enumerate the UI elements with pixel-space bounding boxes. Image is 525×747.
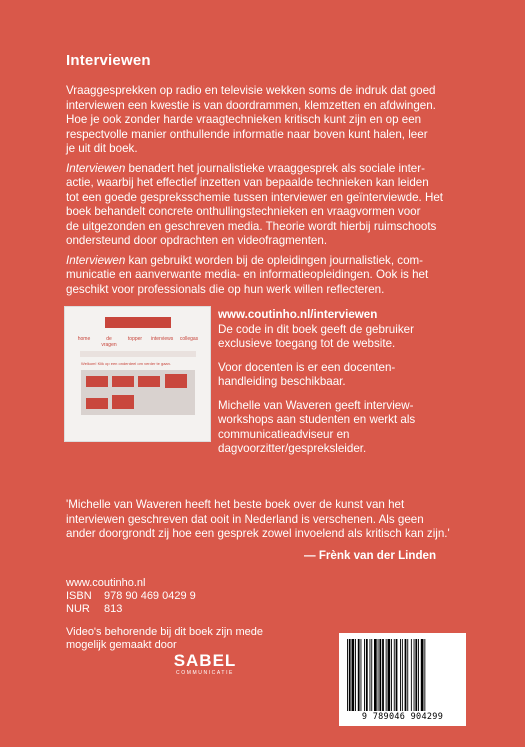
publication-info xyxy=(66,577,196,616)
text-line: Interviewen kan gebruikt worden bij de opleidingen journalistiek, com- xyxy=(66,253,424,267)
sponsor-name: SABEL xyxy=(173,651,237,670)
text-line: municatie en aanverwante media- en informatieopleidingen. Ook is het xyxy=(66,268,429,281)
website-logo xyxy=(105,317,171,328)
nav-item: de vragen xyxy=(101,336,117,348)
isbn-value: 978 90 469 0429 9 xyxy=(104,590,196,602)
barcode-bar xyxy=(421,639,424,711)
barcode-bar xyxy=(414,639,415,711)
nav-item: topper xyxy=(127,336,143,342)
url-text: www.coutinho.nl/interviewen xyxy=(218,308,378,321)
tile xyxy=(86,376,108,387)
barcode-bar xyxy=(371,639,372,711)
nur-label: NUR xyxy=(66,603,90,615)
barcode-bar xyxy=(382,639,384,711)
barcode-bar xyxy=(374,639,377,711)
paragraph-audience xyxy=(66,254,466,298)
text-line: actie, waarbij het effectief inzetten van bepaalde technieken kan leiden xyxy=(66,176,429,189)
nav-item: interviews xyxy=(151,336,174,342)
text-line: Hoe je ook zonder harde vraagtechnieken kritisch kunt zijn en op een xyxy=(66,113,422,126)
barcode-bar xyxy=(424,639,425,711)
barcode-bar xyxy=(364,639,365,711)
nur-value: 813 xyxy=(104,603,123,615)
barcode-bar xyxy=(411,639,412,711)
book-title: Interviewen xyxy=(66,52,151,69)
text-line: respectvolle manier onthullende informatie naar boven kunt halen, leer xyxy=(66,127,428,141)
text-line: Interviewen benadert het journalistieke vraaggesprek als sociale inter- xyxy=(66,161,425,175)
barcode-bar xyxy=(361,639,362,711)
video-credit: Video's behorende bij dit boek zijn mede mogelijk gemaakt door xyxy=(66,626,263,651)
barcode-bar xyxy=(378,639,379,711)
barcode-bar xyxy=(370,639,371,711)
tile xyxy=(112,376,134,387)
website-url xyxy=(218,308,418,323)
website-welcome: Welkom! Klik op een onderdeel om verder te gaan. xyxy=(81,361,171,366)
paragraph-approach xyxy=(66,162,466,249)
isbn-label: ISBN xyxy=(66,590,92,602)
barcode-bar xyxy=(347,639,348,711)
text-line: je uit dit boek. xyxy=(66,142,138,155)
publisher-website: www.coutinho.nl xyxy=(66,577,146,589)
paragraph-intro xyxy=(66,84,466,157)
teacher-manual-info: Voor docenten is er een docenten-handleiding beschikbaar. xyxy=(218,360,396,388)
text-line: boek behandelt concrete onthullingstechnieken en vraagvormen voor xyxy=(66,205,421,218)
barcode-bar xyxy=(391,639,392,711)
website-nav xyxy=(65,336,210,350)
access-code-info: De code in dit boek geeft de gebruiker exclusieve toegang tot de website. xyxy=(218,322,414,350)
website-footer xyxy=(139,423,199,432)
barcode-bars xyxy=(345,639,460,711)
barcode-bar xyxy=(418,639,419,711)
description xyxy=(66,84,466,302)
barcode-bar xyxy=(352,639,355,711)
barcode-bar xyxy=(366,639,368,711)
barcode-bar xyxy=(396,639,398,711)
author-workshops-info: Michelle van Waveren geeft interview-workshops aan studenten en werkt als communicatieadviseur en dagvoorzitter/gespreksleider. xyxy=(218,398,416,455)
tile xyxy=(165,374,187,388)
website-screenshot xyxy=(64,306,211,442)
tile xyxy=(112,395,134,409)
barcode-bar xyxy=(400,639,401,711)
barcode-bar xyxy=(415,639,417,711)
barcode-bar xyxy=(405,639,407,711)
text-line: geschikt voor professionals die op hun werk willen reflecteren. xyxy=(66,282,385,296)
text-line: interviewen een kwestie is van doordrammen, klemzetten en afdwingen. xyxy=(66,98,436,112)
barcode-bar xyxy=(407,639,408,711)
sponsor-logo xyxy=(165,652,245,677)
barcode-bar xyxy=(358,639,360,711)
nav-item: home xyxy=(77,336,91,342)
barcode-bar xyxy=(379,639,381,711)
text-line: de uitgezonden en geschreven media. Theorie wordt hierbij ruimschoots xyxy=(66,219,437,233)
barcode-bar xyxy=(388,639,391,711)
barcode-bar xyxy=(402,639,403,711)
barcode-bar xyxy=(349,639,351,711)
nur-row xyxy=(66,603,196,616)
tile xyxy=(138,376,160,387)
isbn-barcode xyxy=(339,633,466,726)
endorsement-quote: 'Michelle van Waveren heeft het beste boek over de kunst van het interviewen geschreven dat ooit in Nederland is verschenen. Als geen ander doorgrondt zij hoe een gesprek zowel invoelend als kritisch kan zijn.' xyxy=(66,498,450,540)
barcode-bar xyxy=(386,639,387,711)
website-info xyxy=(218,308,418,466)
website-panel xyxy=(81,370,195,415)
website-banner xyxy=(80,351,196,357)
text-line: tot een goede gespreksschemie tussen interviewer en geïnterviewde. Het xyxy=(66,190,444,204)
text-line: Vraaggesprekken op radio en televisie wekken soms de indruk dat goed xyxy=(66,84,436,97)
tile xyxy=(86,398,108,409)
quote-author: — Frènk van der Linden xyxy=(304,549,437,562)
sponsor-sub: COMMUNICATIE xyxy=(176,670,234,676)
isbn-row xyxy=(66,590,196,603)
barcode-bar xyxy=(394,639,395,711)
barcode-bar xyxy=(355,639,356,711)
text-line: ondersteund door opdrachten en videofragmenten. xyxy=(66,234,328,247)
nav-item: collegas xyxy=(179,336,199,342)
barcode-digits: 9 789046 904299 xyxy=(361,712,444,722)
